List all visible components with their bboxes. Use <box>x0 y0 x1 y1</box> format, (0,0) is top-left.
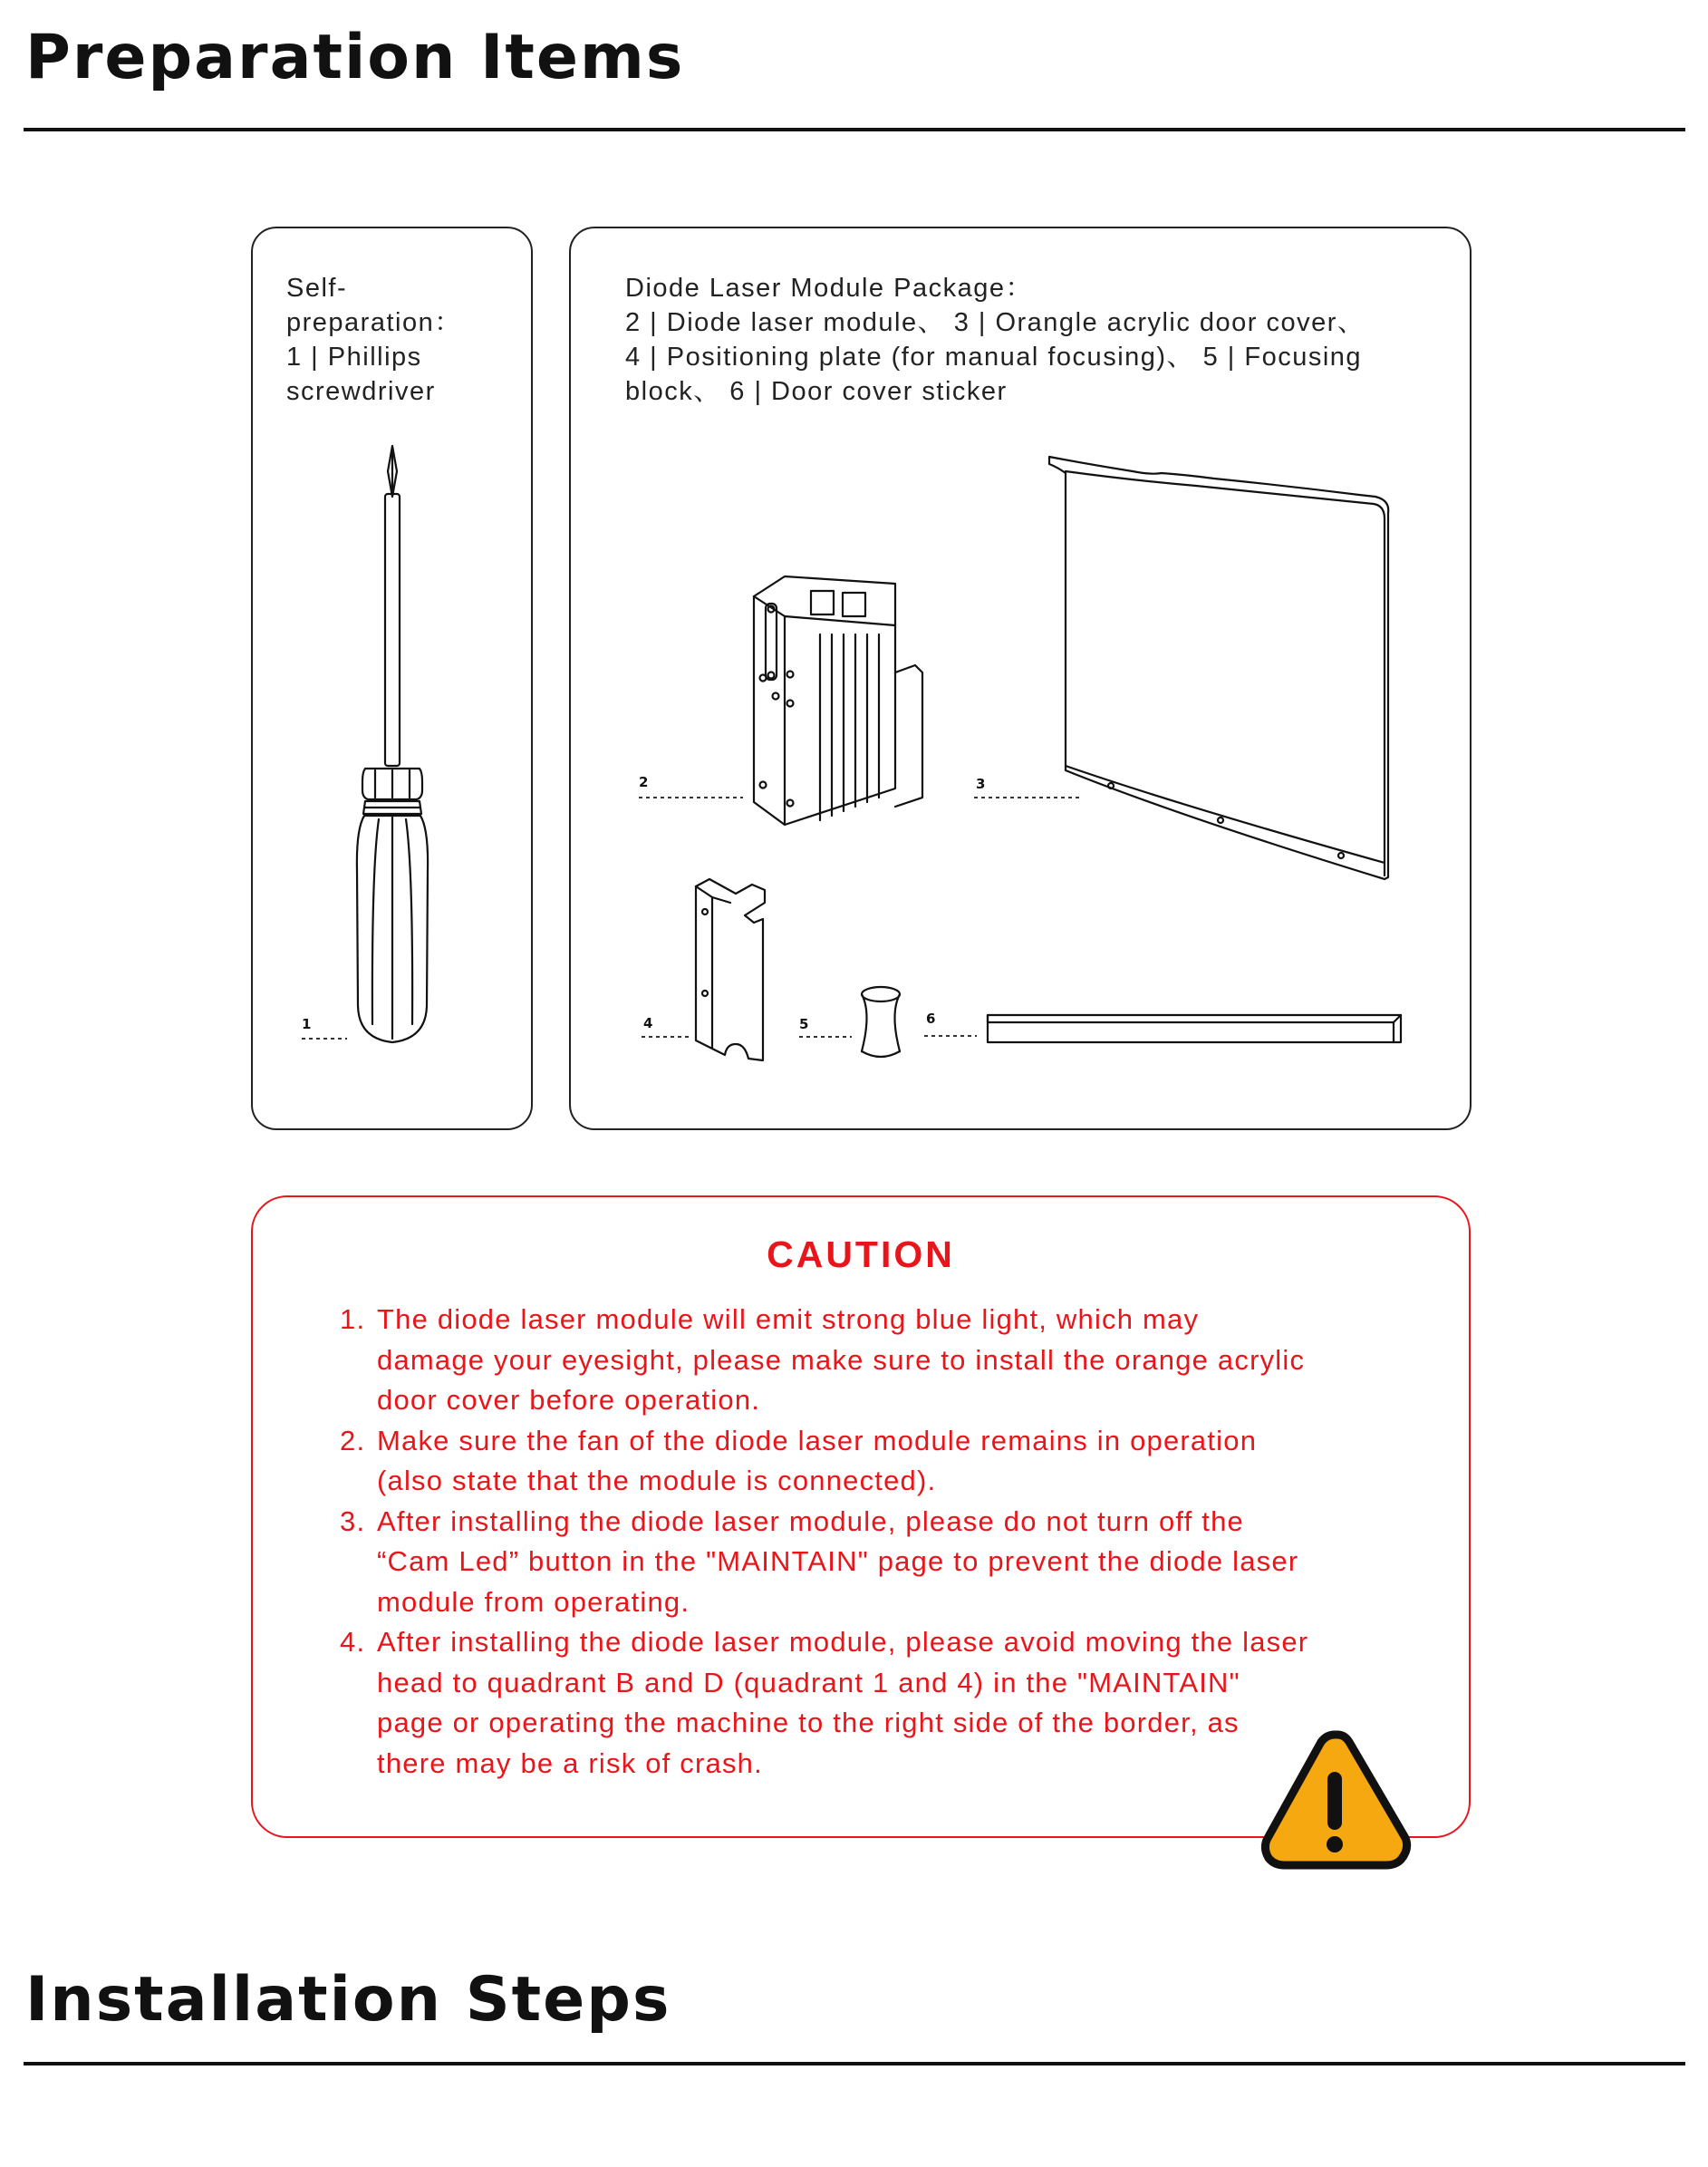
page-title-installation-steps: Installation Steps <box>25 1964 671 2036</box>
caution-line: module from operating. <box>377 1585 690 1618</box>
caution-number: 3. <box>340 1504 366 1537</box>
screwdriver-icon <box>357 446 428 1042</box>
self-prep-item-line1: 1 | Phillips <box>286 343 422 372</box>
caution-box <box>251 1195 1471 1838</box>
caution-title: CAUTION <box>767 1233 955 1275</box>
caution-line: “Cam Led” button in the "MAINTAIN" page to prevent the diode laser <box>377 1545 1299 1577</box>
self-prep-item-line2: screwdriver <box>286 377 436 406</box>
caution-line: door cover before operation. <box>377 1384 761 1416</box>
caution-item-2 <box>340 1421 1400 1502</box>
caution-item-4 <box>340 1622 1400 1784</box>
part-label-6: 6 <box>926 1011 936 1027</box>
caution-number: 4. <box>340 1626 366 1658</box>
package-line-1: 2 | Diode laser module、 3 | Orangle acrylic door cover、 <box>625 308 1365 337</box>
page-title-preparation-items: Preparation Items <box>25 22 685 93</box>
diode-laser-module-icon <box>754 576 922 825</box>
package-line-2: 4 | Positioning plate (for manual focusing)、 5 | Focusing <box>625 343 1363 372</box>
caution-number: 2. <box>340 1424 366 1456</box>
part-label-5: 5 <box>799 1016 809 1032</box>
acrylic-door-cover-icon <box>1049 457 1388 879</box>
package-heading: Diode Laser Module Package： <box>625 274 1033 303</box>
self-prep-heading-line2: preparation： <box>286 308 462 337</box>
caution-line: The diode laser module will emit strong blue light, which may <box>377 1303 1200 1335</box>
caution-number: 1. <box>340 1303 366 1335</box>
installation-divider <box>24 2062 1685 2065</box>
part-label-4: 4 <box>643 1015 653 1031</box>
package-line-3: block、 6 | Door cover sticker <box>625 377 1008 406</box>
part-label-1: 1 <box>302 1016 312 1032</box>
caution-line: there may be a risk of crash. <box>377 1746 763 1779</box>
caution-line: After installing the diode laser module, please avoid moving the laser <box>377 1626 1309 1658</box>
part-label-3: 3 <box>976 776 986 792</box>
caution-line: damage your eyesight, please make sure to install the orange acrylic <box>377 1343 1306 1376</box>
caution-item-1 <box>340 1300 1400 1421</box>
caution-line: (also state that the module is connected). <box>377 1465 937 1496</box>
self-prep-heading-line1: Self- <box>286 274 348 303</box>
caution-line: After installing the diode laser module, please do not turn off the <box>377 1504 1244 1537</box>
caution-item-3 <box>340 1502 1400 1623</box>
part-label-2: 2 <box>639 774 649 790</box>
caution-list <box>340 1300 1400 1784</box>
door-cover-sticker-icon <box>988 1015 1401 1042</box>
focusing-block-icon <box>862 987 900 1057</box>
caution-line: Make sure the fan of the diode laser module remains in operation <box>377 1424 1258 1456</box>
caution-line: head to quadrant B and D (quadrant 1 and 4) in the "MAINTAIN" <box>377 1666 1240 1698</box>
caution-line: page or operating the machine to the right side of the border, as <box>377 1707 1240 1738</box>
positioning-plate-icon <box>696 879 765 1060</box>
